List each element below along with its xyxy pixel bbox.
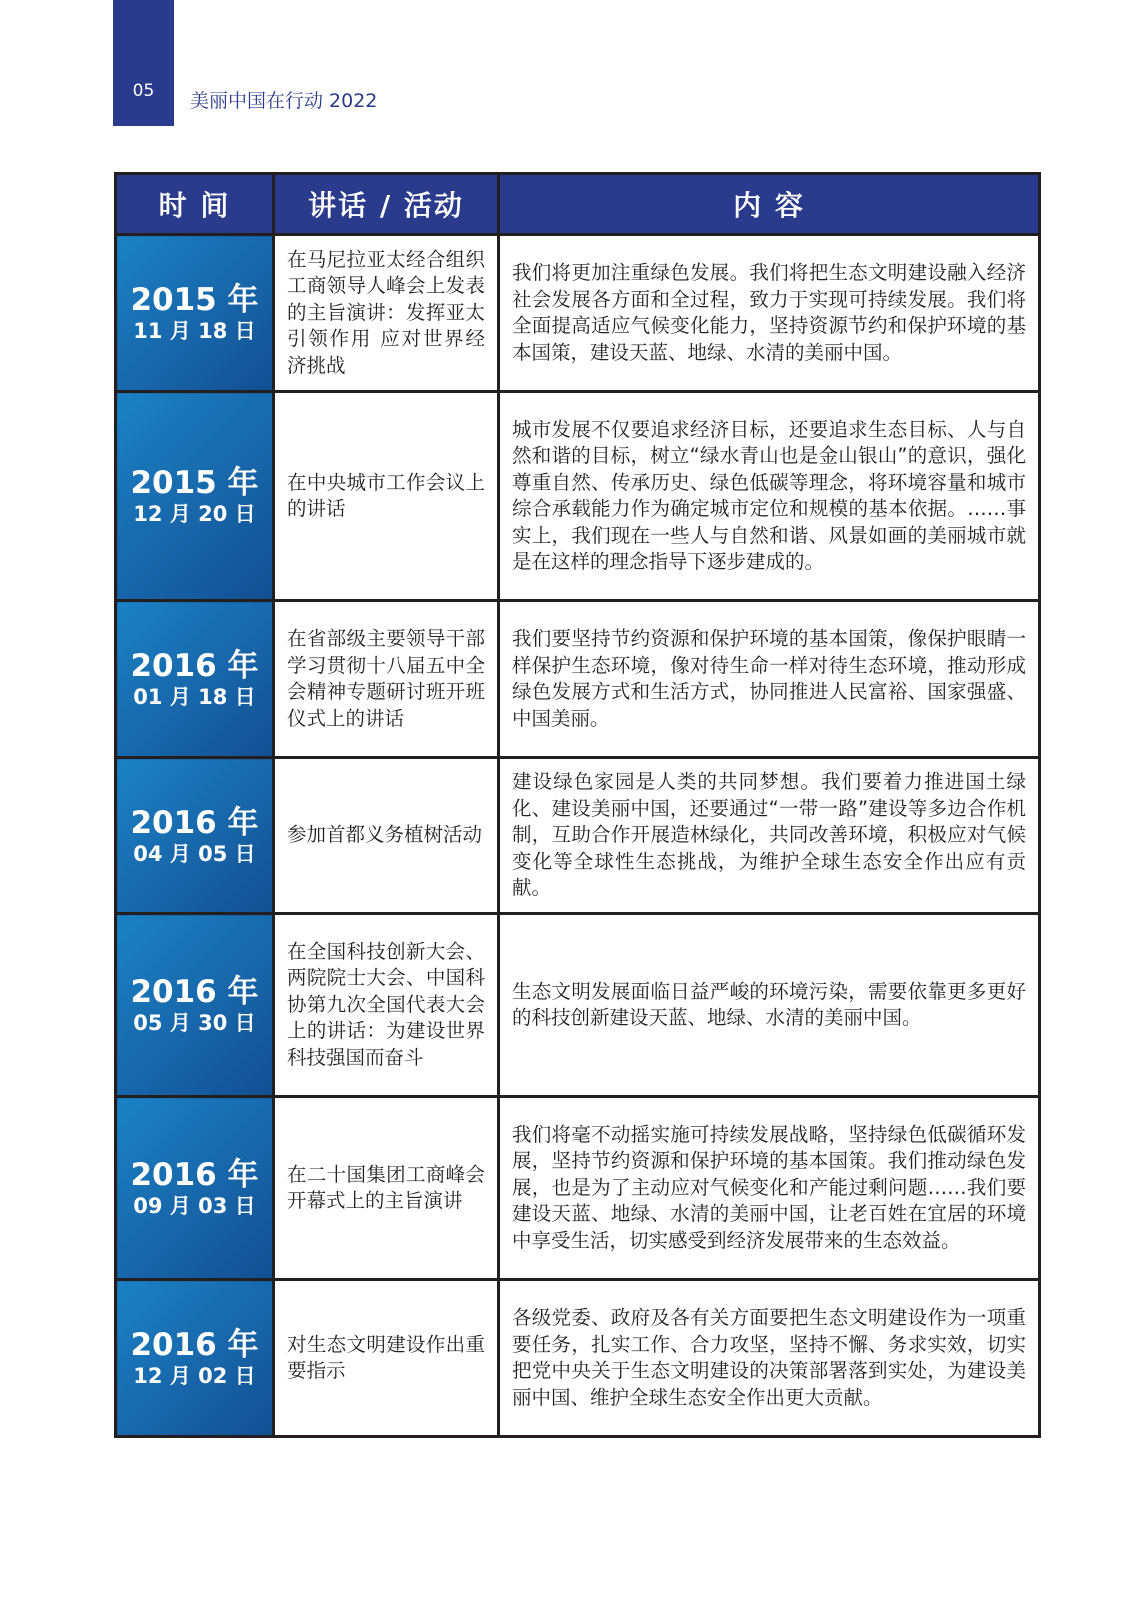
page-number: 05 [132,81,155,101]
date-day: 12 月 02 日 [133,1364,256,1388]
date-day: 09 月 03 日 [133,1194,256,1218]
content-cell: 城市发展不仅要追求经济目标，还要追求生态目标、人与自然和谐的目标，树立“绿水青山也是金山银山”的意识，强化尊重自然、传承历史、绿色低碳等理念，将环境容量和城市综合承载能力作为确定城市定位和规模的基本依据。……事实上，我们现在一些人与自然和谐、风景如画的美丽城市就是在这样的理念指导下逐步建成的。 [499,392,1040,601]
date-year: 2016 年 [130,804,259,841]
table-row [116,1280,1040,1437]
date-year: 2016 年 [130,648,259,684]
date-day: 12 月 20 日 [133,502,256,526]
page-number-tab [113,0,174,126]
date-cell [116,914,274,1097]
date-day: 11 月 18 日 [133,319,256,343]
date-cell [116,601,274,758]
event-cell: 对生态文明建设作出重要指示 [274,1280,499,1437]
date-year: 2016 年 [130,1157,259,1193]
date-year: 2015 年 [130,282,259,318]
date-cell [116,758,274,914]
timeline-table [114,172,1041,1438]
date-year: 2016 年 [130,1327,259,1363]
content-cell: 我们要坚持节约资源和保护环境的基本国策，像保护眼睛一样保护生态环境，像对待生命一样对待生态环境，推动形成绿色发展方式和生活方式，协同推进人民富裕、国家强盛、中国美丽。 [499,601,1040,758]
date-cell [116,235,274,392]
table-row [116,1097,1040,1280]
event-cell: 在省部级主要领导干部学习贯彻十八届五中全会精神专题研讨班开班仪式上的讲话 [274,601,499,758]
table-row [116,601,1040,758]
column-header-time: 时 间 [116,174,274,235]
content-cell: 我们将毫不动摇实施可持续发展战略，坚持绿色低碳循环发展，坚持节约资源和保护环境的基本国策。我们推动绿色发展，也是为了主动应对气候变化和产能过剩问题……我们要建设天蓝、地绿、水清的美丽中国，让老百姓在宜居的环境中享受生活，切实感受到经济发展带来的生态效益。 [499,1097,1040,1280]
table-row [116,392,1040,601]
date-year: 2016 年 [130,974,259,1010]
event-cell: 在二十国集团工商峰会开幕式上的主旨演讲 [274,1097,499,1280]
column-header-content: 内 容 [499,174,1040,235]
date-cell [116,392,274,601]
table-row [116,758,1040,914]
content-cell: 生态文明发展面临日益严峻的环境污染，需要依靠更多更好的科技创新建设天蓝、地绿、水清的美丽中国。 [499,914,1040,1097]
event-cell: 在中央城市工作会议上的讲话 [274,392,499,601]
event-cell: 在全国科技创新大会、两院院士大会、中国科协第九次全国代表大会上的讲话：为建设世界科技强国而奋斗 [274,914,499,1097]
table-row [116,914,1040,1097]
date-cell [116,1097,274,1280]
content-cell: 我们将更加注重绿色发展。我们将把生态文明建设融入经济社会发展各方面和全过程，致力于实现可持续发展。我们将全面提高适应气候变化能力，坚持资源节约和保护环境的基本国策，建设天蓝、地绿、水清的美丽中国。 [499,235,1040,392]
table-header-row [116,174,1040,235]
date-day: 04 月 05 日 [133,841,256,866]
date-day: 01 月 18 日 [133,685,256,709]
date-day: 05 月 30 日 [133,1011,256,1035]
date-cell [116,1280,274,1437]
event-cell: 参加首都义务植树活动 [274,758,499,914]
column-header-event: 讲话 / 活动 [274,174,499,235]
date-year: 2015 年 [130,465,259,501]
table-row [116,235,1040,392]
running-title: 美丽中国在行动 2022 [190,90,378,112]
content-cell: 各级党委、政府及各有关方面要把生态文明建设作为一项重要任务，扎实工作、合力攻坚，坚持不懈、务求实效，切实把党中央关于生态文明建设的决策部署落到实处，为建设美丽中国、维护全球生态安全作出更大贡献。 [499,1280,1040,1437]
content-cell: 建设绿色家园是人类的共同梦想。我们要着力推进国土绿化、建设美丽中国，还要通过“一带一路”建设等多边合作机制，互助合作开展造林绿化，共同改善环境，积极应对气候变化等全球性生态挑战，为维护全球生态安全作出应有贡献。 [499,758,1040,914]
event-cell: 在马尼拉亚太经合组织工商领导人峰会上发表的主旨演讲：发挥亚太引领作用 应对世界经济挑战 [274,235,499,392]
